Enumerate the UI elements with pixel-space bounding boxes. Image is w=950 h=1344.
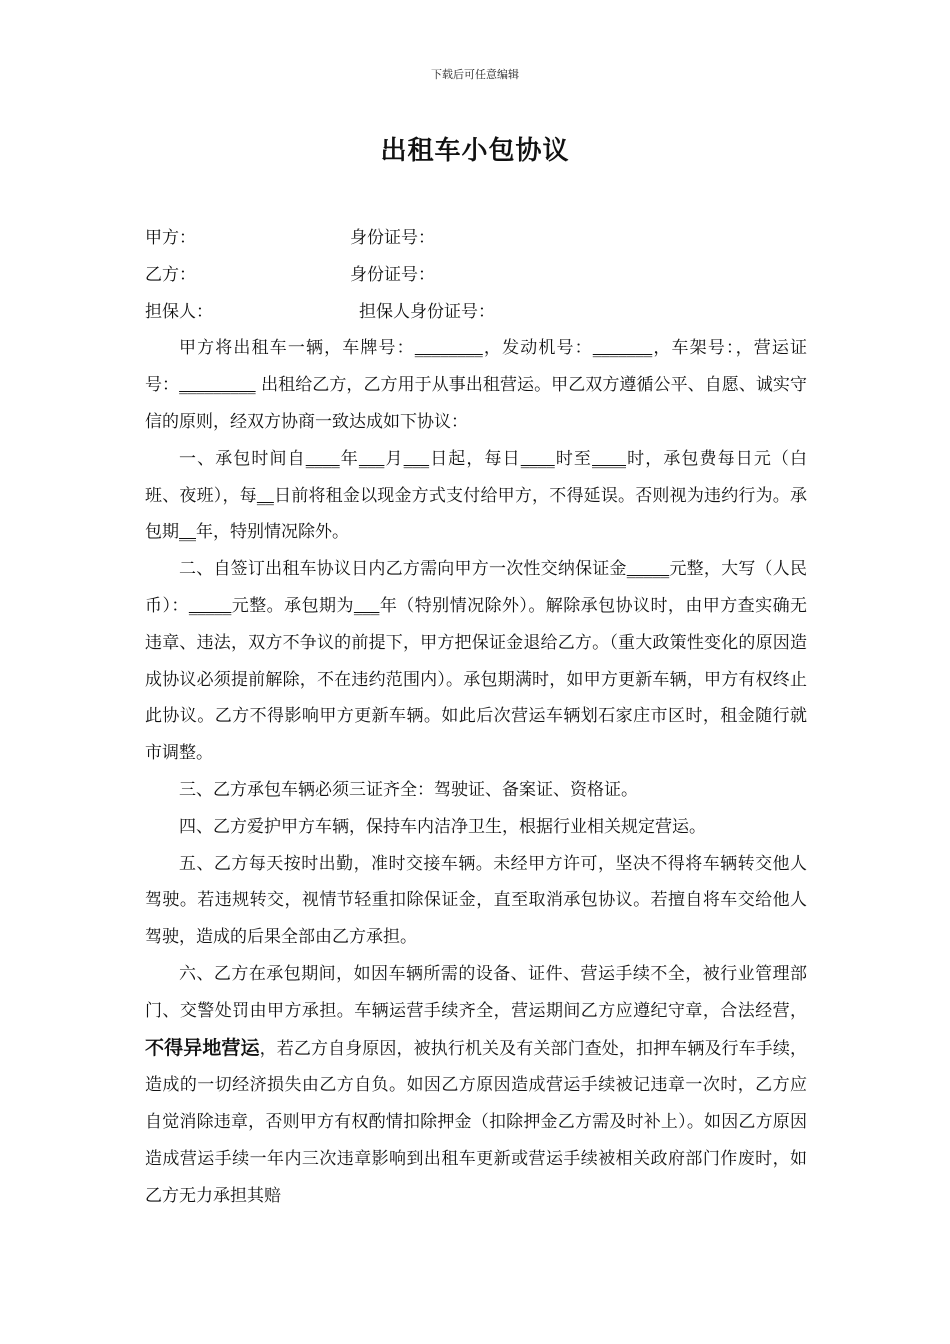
fill-blank: ___ [353,595,380,616]
clause-3: 三、乙方承包车辆必须三证齐全：驾驶证、备案证、资格证。 [179,779,638,800]
clause-5: 五、乙方每天按时出勤，准时交接车辆。未经甲方许可，坚决不得将车辆转交他人驾驶。若违规转交，视情节轻重扣除保证金，直至取消承包协议。若擅自将车交给他人驾驶，造成的后果全部由乙方承担。 [145,853,807,948]
clause-text: 年（特别情况除外）。解除承包协议时，由甲方查实确无违章、违法，双方不争议的前提下，甲方把保证金退给乙方。（重大政策性变化的原因造成协议必须提前解除，不在违约范围内）。承包期满时，如甲方更新车辆，甲方有权终止此协议。乙方不得影响甲方更新车辆。如此后次营运车辆划石家庄市区时，租金随行就市调整。 [145,595,808,764]
clause-text: 时至 [554,448,593,469]
document-body [145,220,807,1215]
clause-4: 四、乙方爱护甲方车辆，保持车内洁净卫生，根据行业相关规定营运。 [179,816,706,837]
intro-text: 甲方将出租车一辆，车牌号： [179,338,415,359]
clause-text: 日前将租金以现金方式支付给甲方，不得延误。否则视为违约行为。承包期 [145,485,808,543]
document-title: 出租车小包协议 [380,136,570,166]
emphasis-text: 不得异地营运 [145,1036,260,1059]
party-b-label: 乙方： [145,264,196,285]
clause-text: 日起，每日 [429,448,521,469]
intro-paragraph [145,330,807,440]
clause-text: 月 [384,448,404,469]
clause-text: 时，承包费每日元（白班、夜班），每 [145,448,808,506]
clause-text: 元整，大写（人民币）： [145,559,807,616]
permit-number-blank: _________ [179,375,256,396]
fill-blank: ___ [358,448,385,469]
intro-text: 出租给乙方，乙方用于从事出租营运。甲乙双方遵循公平、自愿、诚实守信的原则，经双方协商一致达成如下协议： [145,375,807,432]
fill-blank: __ [179,522,196,543]
party-b-id-label: 身份证号： [350,264,435,285]
guarantor-id-label: 担保人身份证号： [359,301,495,322]
guarantor-label: 担保人： [145,301,213,322]
clause-text: 二、自签订出租车协议日内乙方需向甲方一次性交纳保证金 [179,559,627,580]
party-a-id-label: 身份证号： [350,228,435,248]
fill-blank: _____ [188,595,232,616]
clause-6 [145,956,807,1215]
party-b-row [145,257,807,294]
engine-number-blank: _______ [592,338,653,359]
guarantor-row [145,294,807,331]
fill-blank: ____ [520,448,555,469]
fill-blank: __ [256,485,274,506]
intro-text: ，发动机号： [482,338,593,359]
fill-blank: ___ [403,448,430,469]
party-a-row [145,220,807,257]
fill-blank: _____ [626,559,670,580]
clause-text: ，若乙方自身原因，被执行机关及有关部门查处，扣押车辆及行车手续，造成的一切经济损失由乙方自负。如因乙方原因造成营运手续被记违章一次时，乙方应自觉消除违章，否则甲方有权酌情扣除押金（扣除押金乙方需及时补上）。如因乙方原因造成营运手续一年内三次违章影响到出租车更新或营运手续被相关政府部门作废时，如乙方无力承担其赔 [145,1038,807,1206]
intro-text: ，车架号：，营运证号： [145,338,808,396]
clause-text: 一、承包时间自 [179,448,306,469]
fill-blank: ____ [592,448,627,469]
header-note: 下载后可任意编辑 [431,68,519,81]
clause-1 [145,441,807,551]
clause-2 [145,551,807,772]
plate-number-blank: ________ [414,338,483,359]
clause-text: 年 [339,448,359,469]
clause-text: 六、乙方在承包期间，如因车辆所需的设备、证件、营运手续不全，被行业管理部门、交警处罚由甲方承担。车辆运营手续齐全，营运期间乙方应遵纪守章，合法经营， [145,963,807,1021]
clause-text: 年，特别情况除外。 [196,522,349,543]
fill-blank: ____ [305,448,340,469]
clause-text: 元整。承包期为 [231,595,354,616]
party-a-label: 甲方： [145,228,196,248]
